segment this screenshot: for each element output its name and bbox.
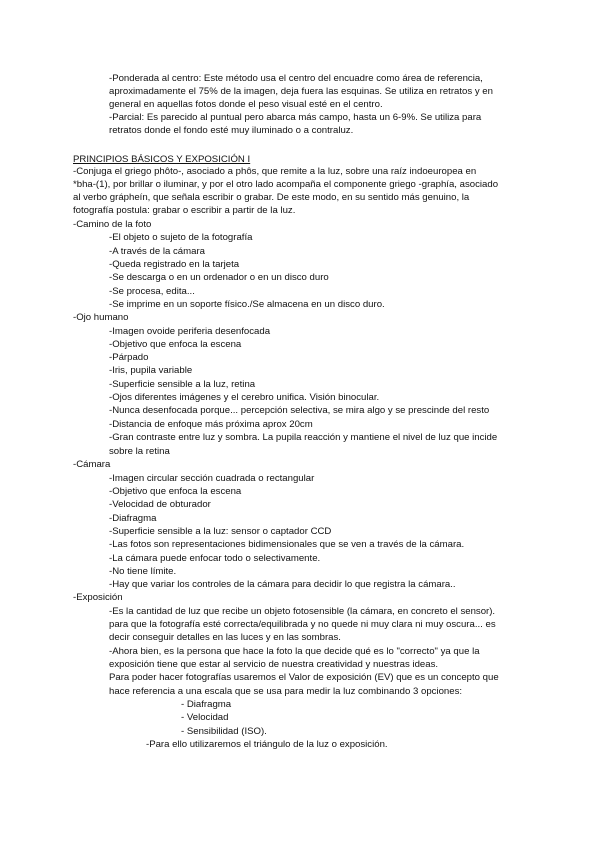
ojo-item: -Distancia de enfoque más próxima aprox 20cm <box>109 419 313 430</box>
exposicion-line: hace referencia a una escala que se usa para medir la luz combinando 3 opciones: <box>109 686 463 697</box>
camino-item: -A través de la cámara <box>109 246 205 257</box>
ojo-item: -Nunca desenfocada porque... percepción selectiva, se mira algo y se prescinde del resto <box>109 405 490 416</box>
intro-line: -Conjuga el griego phôto-, asociado a phôs, que remite a la luz, sobre una raíz indoeuropea en <box>73 166 477 177</box>
camara-item: -La cámara puede enfocar todo o selectivamente. <box>109 553 321 564</box>
intro-line: *bha-(1), por brillar o iluminar, y por el otro lado acompaña el componente griego -graphía, asociado <box>73 179 499 190</box>
camino-item: -Se procesa, edita... <box>109 286 195 297</box>
camara-item: -Las fotos son representaciones bidimensionales que se ven a través de la cámara. <box>109 539 465 550</box>
exposicion-line: exposición tiene que estar al servicio de nuestra creatividad y nuestras ideas. <box>109 659 439 670</box>
intro-line: al verbo grápheín, que señala escribir o grabar. De este modo, en su sentido más genuino, la <box>73 192 470 203</box>
exposicion-option: - Diafragma <box>181 699 232 710</box>
ojo-heading: -Ojo humano <box>73 312 129 323</box>
ojo-item: -Objetivo que enfoca la escena <box>109 339 242 350</box>
intro-line: fotografía postula: grabar o escribir a partir de la luz. <box>73 205 296 216</box>
exposicion-line: -Es la cantidad de luz que recibe un objeto fotosensible (la cámara, en concreto el sensor). <box>109 606 496 617</box>
camino-item: -Se imprime en un soporte físico./Se almacena en un disco duro. <box>109 299 385 310</box>
camara-item: -Objetivo que enfoca la escena <box>109 486 242 497</box>
exposicion-line: Para poder hacer fotografías usaremos el Valor de exposición (EV) que es un concepto que <box>109 672 499 683</box>
section-title: PRINCIPIOS BÁSICOS Y EXPOSICIÓN I <box>73 154 251 165</box>
camara-item: -Superficie sensible a la luz: sensor o captador CCD <box>109 526 332 537</box>
exposicion-line: para que la fotografía esté correcta/equilibrada y no quede ni muy clara ni muy oscura... es <box>109 619 496 630</box>
ojo-item: -Iris, pupila variable <box>109 365 193 376</box>
exposicion-line: -Ahora bien, es la persona que hace la foto la que decide qué es lo "correcto" ya que la <box>109 646 480 657</box>
metering-line: -Parcial: Es parecido al puntual pero abarca más campo, hasta un 6-9%. Se utiliza para <box>109 112 482 123</box>
metering-line: general en aquellas fotos donde el peso visual esté en el centro. <box>109 99 383 110</box>
exposicion-option: - Sensibilidad (ISO). <box>181 726 267 737</box>
exposicion-heading: -Exposición <box>73 592 123 603</box>
metering-line: aproximadamente el 75% de la imagen, deja fuera las esquinas. Se utiliza en retratos y en <box>109 86 493 97</box>
camara-heading: -Cámara <box>73 459 111 470</box>
camara-item: -Hay que variar los controles de la cámara para decidir lo que registra la cámara.. <box>109 579 456 590</box>
camino-item: -El objeto o sujeto de la fotografía <box>109 232 253 243</box>
camara-item: -Velocidad de obturador <box>109 499 211 510</box>
camara-item: -Diafragma <box>109 513 157 524</box>
exposicion-line: decir conseguir detalles en las luces y en las sombras. <box>109 632 341 643</box>
camino-item: -Queda registrado en la tarjeta <box>109 259 240 270</box>
camino-heading: -Camino de la foto <box>73 219 152 230</box>
exposicion-option: - Velocidad <box>181 712 229 723</box>
ojo-item: -Ojos diferentes imágenes y el cerebro unifica. Visión binocular. <box>109 392 380 403</box>
camara-item: -Imagen circular sección cuadrada o rectangular <box>109 473 315 484</box>
ojo-item: -Superficie sensible a la luz, retina <box>109 379 256 390</box>
ojo-item: -Párpado <box>109 352 149 363</box>
camino-item: -Se descarga o en un ordenador o en un disco duro <box>109 272 329 283</box>
ojo-item: sobre la retina <box>109 446 170 457</box>
ojo-item: -Imagen ovoide periferia desenfocada <box>109 326 271 337</box>
metering-line: -Ponderada al centro: Este método usa el centro del encuadre como área de referencia, <box>109 73 483 84</box>
camara-item: -No tiene límite. <box>109 566 177 577</box>
ojo-item: -Gran contraste entre luz y sombra. La pupila reacción y mantiene el nivel de luz que incide <box>109 432 498 443</box>
metering-line: retratos donde el fondo esté muy iluminado o a contraluz. <box>109 125 354 136</box>
exposicion-closing: -Para ello utilizaremos el triángulo de la luz o exposición. <box>146 739 388 750</box>
